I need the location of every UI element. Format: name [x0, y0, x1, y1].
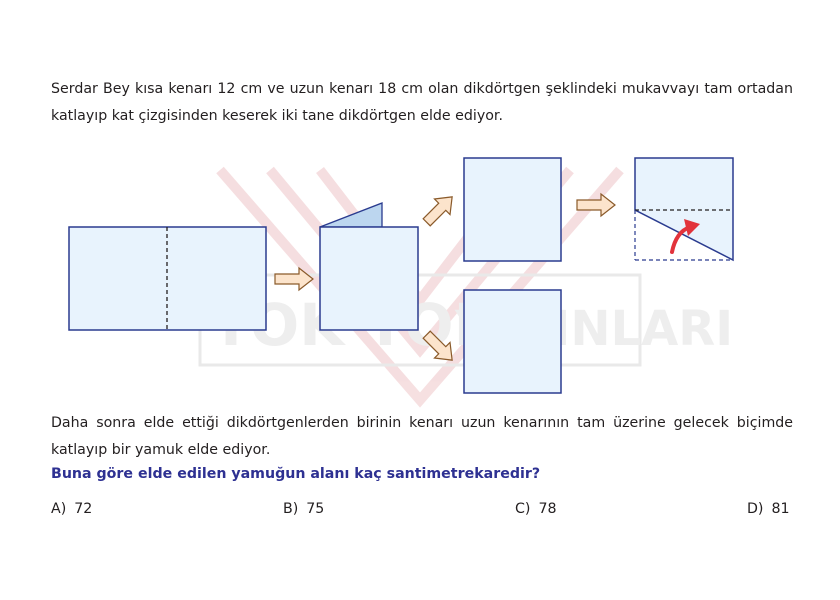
option-c[interactable]	[515, 497, 557, 521]
problem-paragraph-2: Daha sonra elde ettiği dikdörtgenlerden birinin kenarı uzun kenarının tam üzerine gelecek biçimde katlayıp bir yamuk elde ediyor.	[51, 415, 793, 458]
step-arrow-down-right	[419, 327, 460, 368]
option-b[interactable]	[283, 497, 324, 521]
question-text: Buna göre elde edilen yamuğun alanı kaç santimetrekaredir?	[51, 466, 541, 482]
option-b-letter: B)	[283, 501, 299, 517]
cut-rectangle-top	[464, 158, 561, 261]
option-b-value: 75	[306, 501, 325, 517]
trapezoid-result	[635, 158, 733, 260]
folded-cardboard	[320, 203, 418, 330]
option-a-value: 72	[74, 501, 93, 517]
option-d-value: 81	[771, 501, 790, 517]
option-a-letter: A)	[51, 501, 67, 517]
option-c-letter: C)	[515, 501, 531, 517]
problem-paragraph-1: Serdar Bey kısa kenarı 12 cm ve uzun kenarı 18 cm olan dikdörtgen şeklindeki mukavvayı tam ortadan katlayıp kat çizgisinden keserek iki tane dikdörtgen elde ediyor.	[51, 81, 793, 124]
step-arrow-right-1	[275, 268, 313, 290]
option-d-letter: D)	[747, 501, 764, 517]
option-c-value: 78	[538, 501, 557, 517]
step-arrow-up-right	[419, 189, 460, 230]
watermark-left-text: YOK YOK	[210, 291, 499, 359]
watermark-right-text: YAYINLARI	[455, 301, 734, 357]
cut-rectangle-bottom	[464, 290, 561, 393]
step-arrow-right-2	[577, 194, 615, 216]
option-d[interactable]	[747, 497, 790, 521]
option-a[interactable]	[51, 497, 92, 521]
